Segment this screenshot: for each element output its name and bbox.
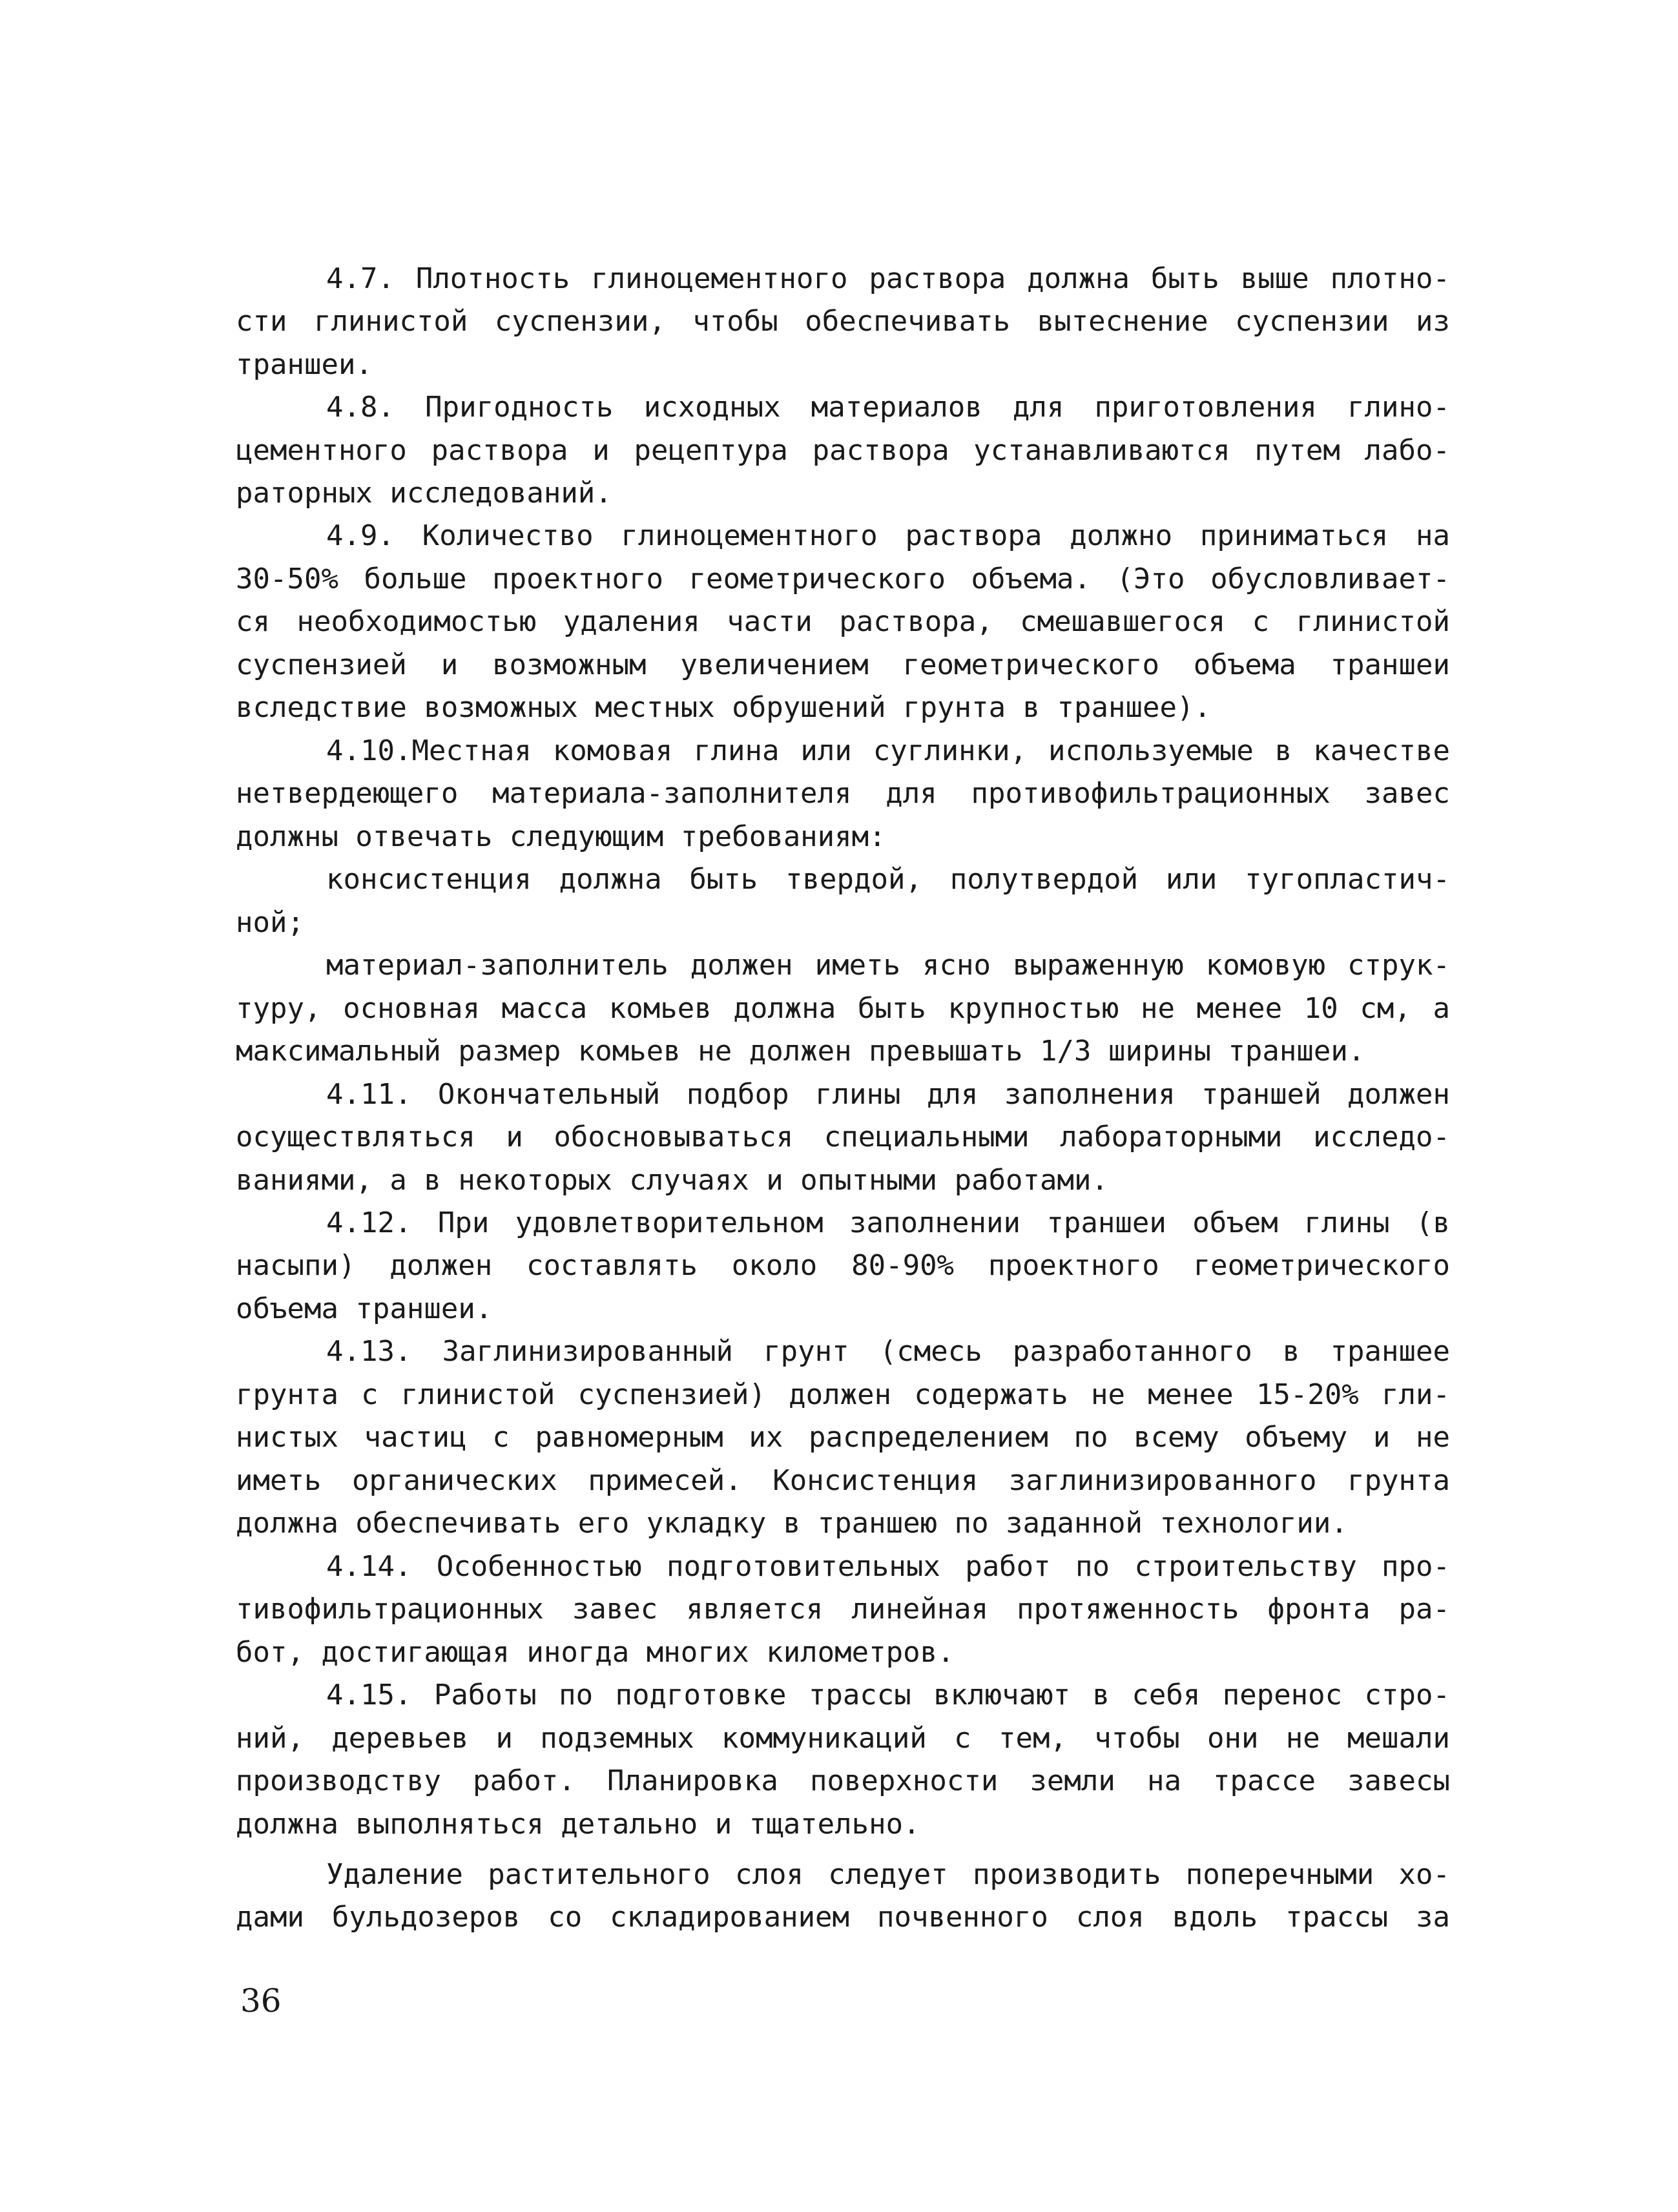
text-line: должна выполняться детально и тщательно. (236, 1808, 920, 1841)
text-line: цементного раствора и рецептура раствора устанавливаются путем лабо- (236, 434, 1450, 467)
text-line: тивофильтрационных завес является линейная протяженность фронта ра- (236, 1593, 1450, 1626)
text-line: ся необходимостью удаления части раствора, смешавшегося с глинистой (236, 605, 1450, 638)
text-line: 4.8. Пригодность исходных материалов для приготовления глино- (326, 391, 1450, 424)
text-line: грунта с глинистой суспензией) должен содержать не менее 15-20% гли- (236, 1378, 1450, 1411)
text-line: нетвердеющего материала-заполнителя для противофильтрационных завес (236, 777, 1450, 810)
text-line: 4.14. Особенностью подготовительных работ по строительству про- (326, 1550, 1450, 1583)
text-line: ваниями, а в некоторых случаях и опытными работами. (236, 1164, 1109, 1197)
text-line: сти глинистой суспензии, чтобы обеспечивать вытеснение суспензии из (236, 305, 1450, 338)
text-line: вследствие возможных местных обрушений грунта в траншее). (236, 691, 1211, 724)
text-line: 30-50% больше проектного геометрического объема. (Это обусловливает- (236, 563, 1450, 595)
text-line: должна обеспечивать его укладку в траншею по заданной технологии. (236, 1507, 1348, 1540)
text-line: максимальный размер комьев не должен превышать 1/3 ширины траншеи. (236, 1035, 1365, 1068)
text-line: материал-заполнитель должен иметь ясно выраженную комовую струк- (326, 949, 1450, 982)
text-line: 4.10.Местная комовая глина или суглинки, используемые в качестве (326, 734, 1450, 767)
text-line: 4.7. Плотность глиноцементного раствора должна быть выше плотно- (326, 262, 1450, 295)
text-line: 4.12. При удовлетворительном заполнении траншеи объем глины (в (326, 1206, 1450, 1239)
text-line: 4.9. Количество глиноцементного раствора должно приниматься на (326, 519, 1450, 552)
text-line: 4.11. Окончательный подбор глины для заполнения траншей должен (326, 1078, 1450, 1111)
text-line: объема траншеи. (236, 1292, 493, 1325)
text-line: бот, достигающая иногда многих километров. (236, 1636, 955, 1669)
text-line: Удаление растительного слоя следует производить поперечными хо- (326, 1858, 1450, 1891)
text-line: туру, основная масса комьев должна быть крупностью не менее 10 см, а (236, 992, 1450, 1025)
text-line: траншеи. (236, 348, 373, 381)
text-line: раторных исследований. (236, 477, 612, 510)
text-line: должны отвечать следующим требованиям: (236, 820, 886, 853)
text-line: ной; (236, 906, 304, 939)
text-line: 4.13. Заглинизированный грунт (смесь разработанного в траншее (326, 1335, 1450, 1368)
text-line: ний, деревьев и подземных коммуникаций с тем, чтобы они не мешали (236, 1722, 1450, 1755)
text-line: иметь органических примесей. Консистенция заглинизированного грунта (236, 1464, 1450, 1497)
text-line: дами бульдозеров со складированием почвенного слоя вдоль трассы за (236, 1901, 1450, 1934)
page-number: 36 (240, 1982, 282, 2020)
text-line: насыпи) должен составлять около 80-90% проектного геометрического (236, 1249, 1450, 1282)
text-line: осуществляться и обосновываться специальными лабораторными исследо- (236, 1121, 1450, 1153)
text-line: суспензией и возможным увеличением геометрического объема траншеи (236, 648, 1450, 681)
text-line: нистых частиц с равномерным их распределением по всему объему и не (236, 1421, 1450, 1454)
text-line: производству работ. Планировка поверхности земли на трассе завесы (236, 1764, 1450, 1797)
text-line: консистенция должна быть твердой, полутвердой или тугопластич- (326, 863, 1450, 896)
text-line: 4.15. Работы по подготовке трассы включают в себя перенос стро- (326, 1679, 1450, 1711)
